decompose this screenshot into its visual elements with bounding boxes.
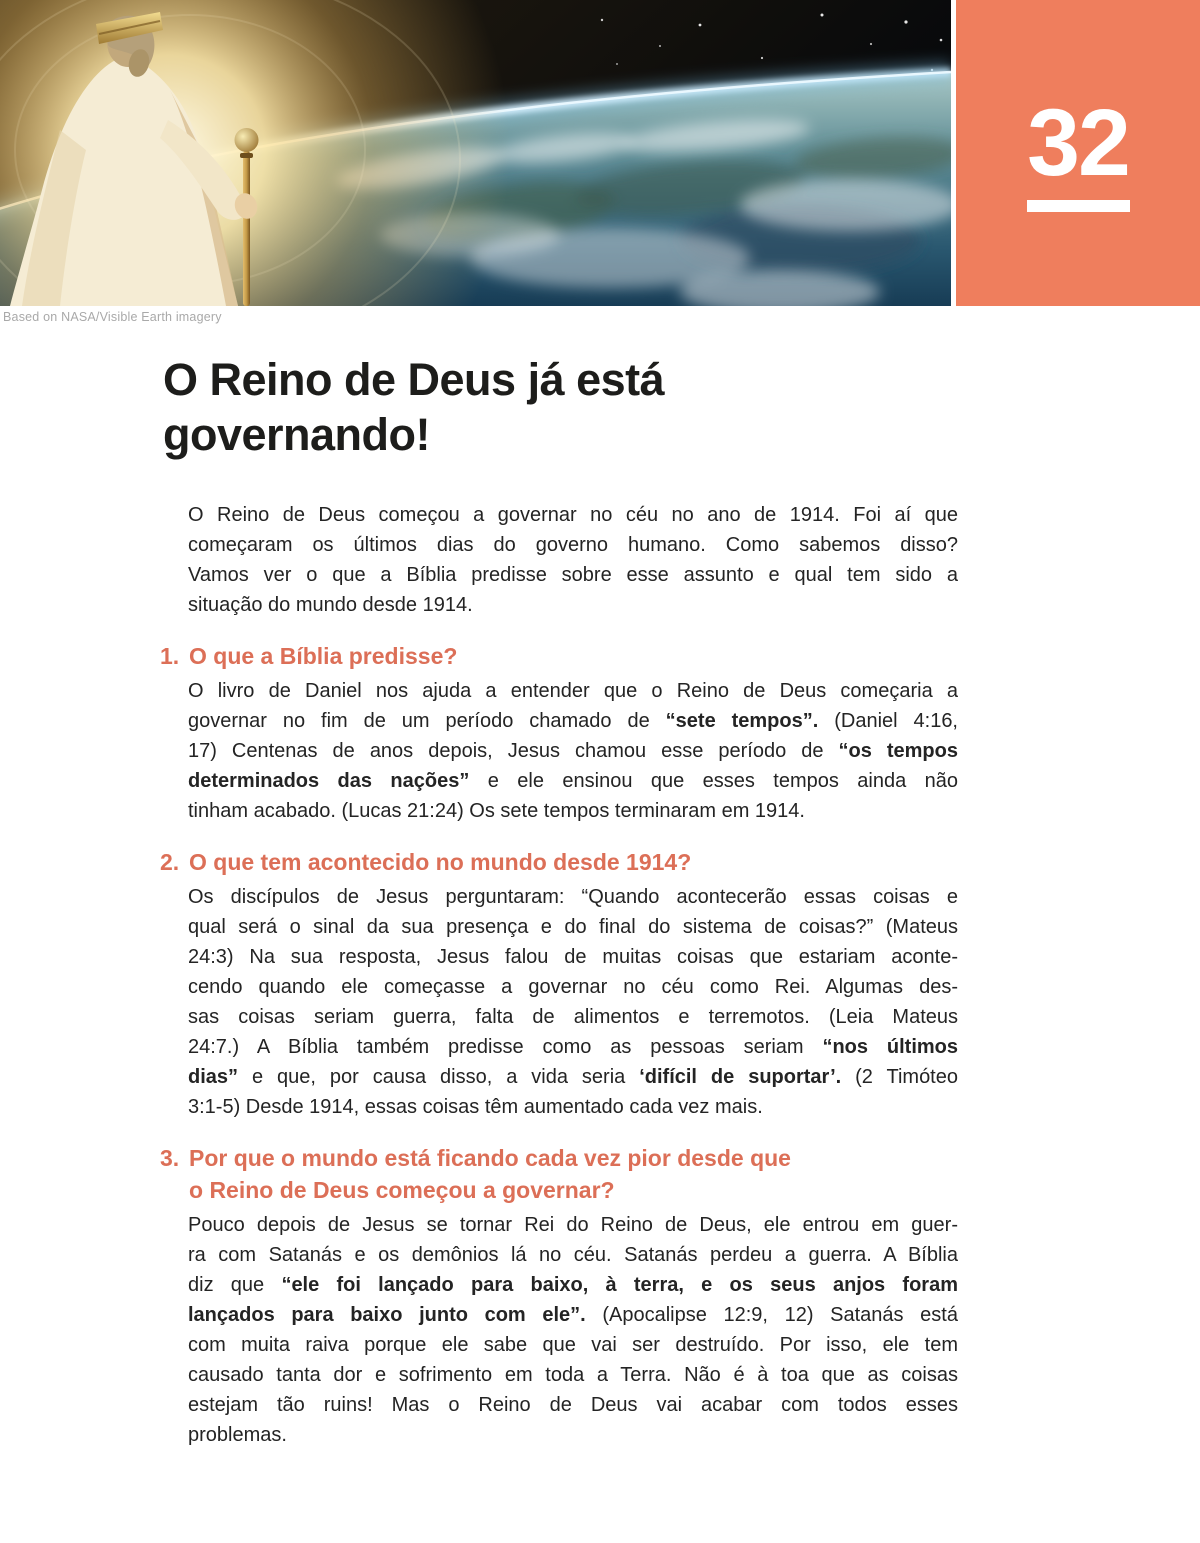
section-number: 1. xyxy=(160,643,180,669)
paragraph-line: causado tanta dor e sofrimento em toda a Terra. Não é à toa que as coisas xyxy=(188,1364,958,1386)
paragraph-line: Pouco depois de Jesus se tornar Rei do Reino de Deus, ele entrou em guer- xyxy=(188,1214,958,1236)
article xyxy=(160,352,970,1450)
paragraph-line: estejam tão ruins! Mas o Reino de Deus vai acabar com todos esses xyxy=(188,1394,958,1416)
paragraph-line: Vamos ver o que a Bíblia predisse sobre esse assunto e qual tem sido a xyxy=(188,564,958,586)
section-heading xyxy=(160,846,970,878)
section-paragraph xyxy=(188,882,958,1122)
paragraph-line: cendo quando ele começasse a governar no céu como Rei. Algumas des- xyxy=(188,976,958,998)
paragraph-line: O Reino de Deus começou a governar no céu no ano de 1914. Foi aí que xyxy=(188,504,958,526)
section-heading-text: O que a Bíblia predisse? xyxy=(189,643,458,669)
paragraph-line: governar no fim de um período chamado de “sete tempos”. (Daniel 4:16, xyxy=(188,710,958,732)
hero-image xyxy=(0,0,951,306)
section-number: 2. xyxy=(160,849,180,875)
paragraph-line: Os discípulos de Jesus perguntaram: “Quando acontecerão essas coisas e xyxy=(188,886,958,908)
intro-paragraph xyxy=(188,500,958,620)
paragraph-line: problemas. xyxy=(188,1424,287,1446)
paragraph-line: sas coisas seriam guerra, falta de alimentos e terremotos. (Leia Mateus xyxy=(188,1006,958,1028)
hero-graphic xyxy=(0,0,951,306)
page-title xyxy=(163,352,970,462)
section-heading-text: O que tem acontecido no mundo desde 1914? xyxy=(189,849,692,875)
paragraph-line: qual será o sinal da sua presença e do final do sistema de coisas?” (Mateus xyxy=(188,916,958,938)
paragraph-line: 17) Centenas de anos depois, Jesus chamou esse período de “os tempos xyxy=(188,740,958,762)
page-number-badge xyxy=(956,0,1200,306)
paragraph-line: tinham acabado. (Lucas 21:24) Os sete tempos terminaram em 1914. xyxy=(188,800,805,822)
paragraph-line: ra com Satanás e os demônios lá no céu. Satanás perdeu a guerra. A Bíblia xyxy=(188,1244,958,1266)
paragraph-line: 24:3) Na sua resposta, Jesus falou de muitas coisas que estariam aconte- xyxy=(188,946,958,968)
paragraph-line: O livro de Daniel nos ajuda a entender que o Reino de Deus começaria a xyxy=(188,680,958,702)
sections xyxy=(160,640,970,1450)
image-credit: Based on NASA/Visible Earth imagery xyxy=(3,310,222,324)
page-number: 32 xyxy=(1027,90,1129,196)
section-number: 3. xyxy=(160,1145,180,1171)
title-line: governando! xyxy=(163,409,431,460)
paragraph-line: situação do mundo desde 1914. xyxy=(188,594,473,616)
paragraph-line: dias” e que, por causa disso, a vida seria ‘difícil de suportar’. (2 Timóteo xyxy=(188,1066,958,1088)
paragraph-line: determinados das nações” e ele ensinou que esses tempos ainda não xyxy=(188,770,958,792)
section-heading-text: Por que o mundo está ficando cada vez pior desde que o Reino de Deus começou a governar? xyxy=(189,1145,791,1203)
section-paragraph xyxy=(188,676,958,826)
page-number-underline xyxy=(1027,200,1130,212)
section-paragraph xyxy=(188,1210,958,1450)
paragraph-line: 24:7.) A Bíblia também predisse como as pessoas seriam “nos últimos xyxy=(188,1036,959,1058)
paragraph-line: começaram os últimos dias do governo humano. Como sabemos disso? xyxy=(188,534,958,556)
section-heading xyxy=(160,1142,970,1206)
paragraph-line: diz que “ele foi lançado para baixo, à terra, e os seus anjos foram xyxy=(188,1274,958,1296)
paragraph-line: 3:1-5) Desde 1914, essas coisas têm aumentado cada vez mais. xyxy=(188,1096,763,1118)
title-line: O Reino de Deus já está xyxy=(163,354,665,405)
paragraph-line: lançados para baixo junto com ele”. (Apocalipse 12:9, 12) Satanás está xyxy=(188,1304,958,1326)
section-heading xyxy=(160,640,970,672)
paragraph-line: com muita raiva porque ele sabe que vai ser destruído. Por isso, ele tem xyxy=(188,1334,958,1356)
